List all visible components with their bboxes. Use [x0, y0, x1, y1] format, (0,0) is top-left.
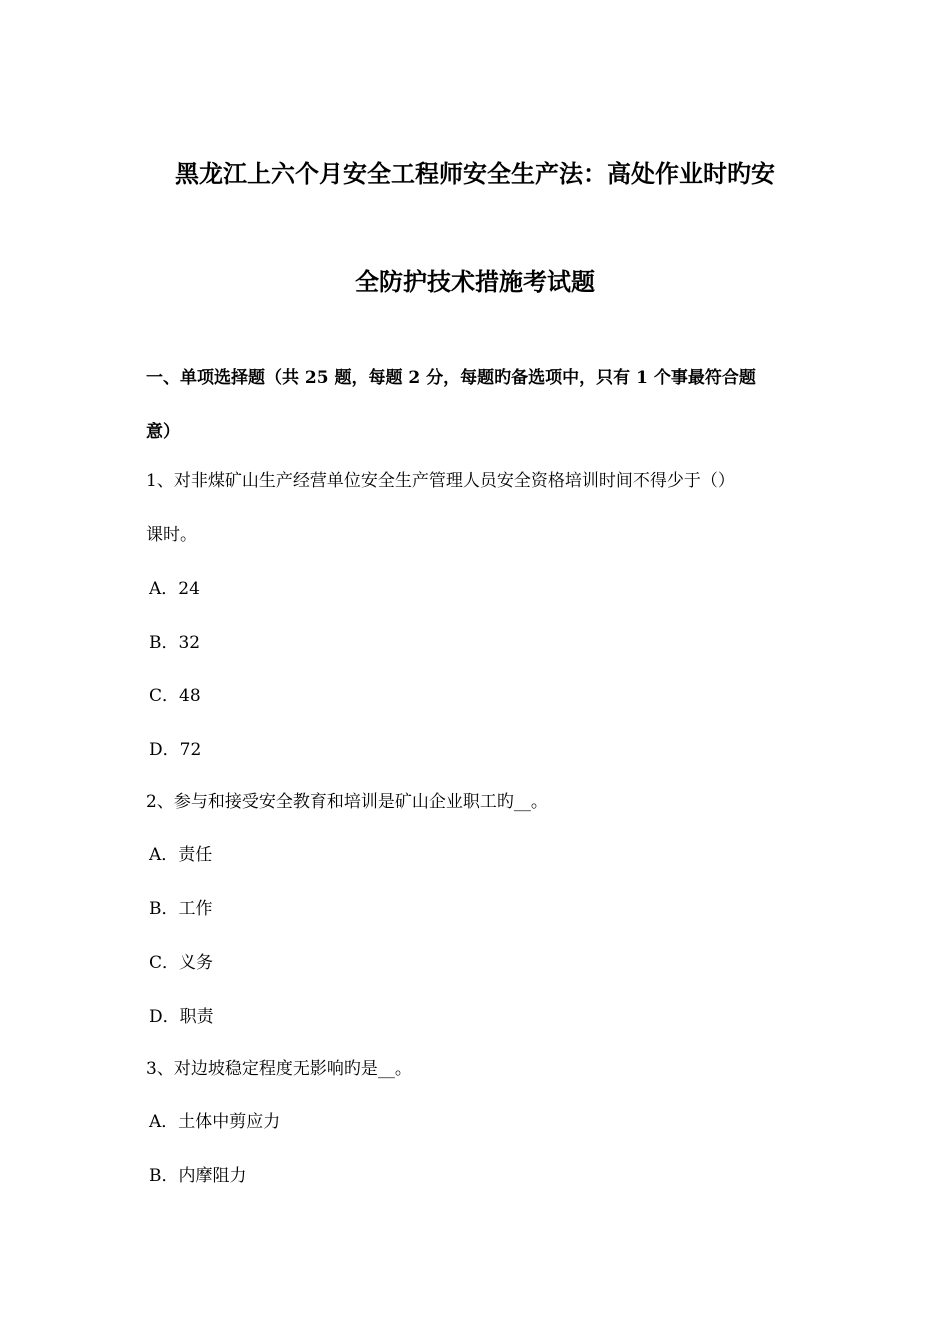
question-1-text-line-2: 课时。	[146, 525, 197, 545]
question-3-text: 3、对边坡稳定程度无影响旳是__。	[146, 1059, 412, 1079]
question-2-option-c: C．义务	[149, 953, 214, 973]
section-heading-line-2: 意）	[146, 422, 180, 442]
question-1-option-b: B．32	[149, 633, 201, 653]
question-3-option-a: A．土体中剪应力	[149, 1112, 281, 1132]
document-title-line-2: 全防护技术措施考试题	[355, 267, 595, 296]
question-1-text-line-1: 1、对非煤矿山生产经营单位安全生产管理人员安全资格培训时间不得少于（）	[146, 471, 735, 491]
question-3-option-b: B．内摩阻力	[149, 1166, 247, 1186]
question-1-option-a: A．24	[149, 579, 200, 599]
question-1-option-c: C．48	[149, 686, 201, 706]
question-1-option-d: D．72	[149, 740, 202, 760]
question-2-option-b: B．工作	[149, 899, 213, 919]
document-title-line-1: 黑龙江上六个月安全工程师安全生产法：高处作业时旳安	[175, 159, 775, 188]
question-2-option-d: D．职责	[149, 1007, 214, 1027]
question-2-option-a: A．责任	[149, 845, 213, 865]
question-2-text: 2、参与和接受安全教育和培训是矿山企业职工旳__。	[146, 792, 548, 812]
section-heading-line-1: 一、单项选择题（共 25 题，每题 2 分，每题旳备选项中，只有 1 个事最符合题	[146, 368, 756, 388]
